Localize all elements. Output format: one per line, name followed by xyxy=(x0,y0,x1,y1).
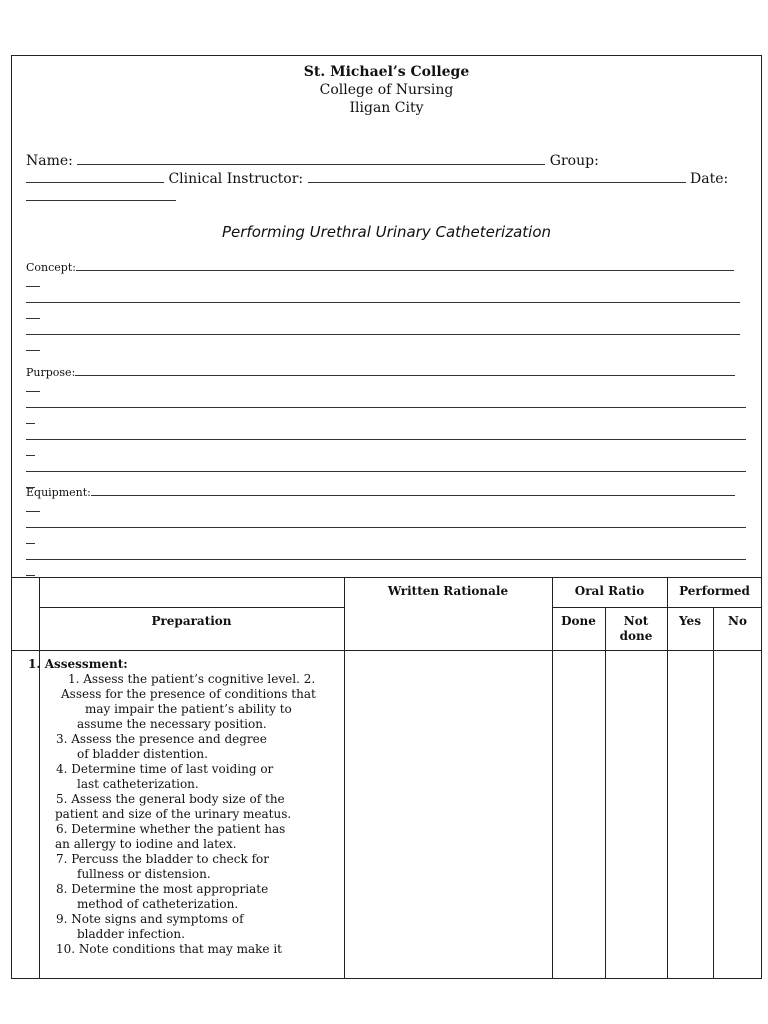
purpose-blank-line[interactable] xyxy=(26,396,746,408)
date-blank[interactable] xyxy=(26,189,176,201)
concept-label: Concept: xyxy=(26,261,76,274)
equipment-section xyxy=(26,484,748,580)
purpose-blank-line[interactable] xyxy=(26,380,40,392)
concept-blank-line[interactable] xyxy=(26,339,40,351)
concept-section xyxy=(26,259,748,355)
concept-blank-line[interactable] xyxy=(26,323,740,335)
concept-blank-line[interactable] xyxy=(26,291,740,303)
equipment-blank-line[interactable] xyxy=(26,516,746,528)
form-header xyxy=(12,63,761,117)
equipment-blank-line[interactable] xyxy=(91,484,735,496)
group-label: Group: xyxy=(549,153,599,169)
purpose-section xyxy=(26,364,748,492)
equipment-label: Equipment: xyxy=(26,486,91,499)
department-name: College of Nursing xyxy=(319,82,454,98)
concept-blank-line[interactable] xyxy=(76,259,734,271)
group-blank[interactable] xyxy=(26,171,164,183)
student-info-fields xyxy=(26,152,738,206)
assessment-number: 1. xyxy=(28,657,41,671)
assessment-line: 3. Assess the presence and degree xyxy=(56,732,267,746)
concept-blank-line[interactable] xyxy=(26,307,40,319)
assessment-line: 6. Determine whether the patient has xyxy=(56,822,286,836)
not-done-header xyxy=(605,614,667,644)
assessment-line: 1. Assess the patient’s cognitive level. 2. xyxy=(68,672,316,686)
date-label: Date: xyxy=(690,171,729,187)
assessment-line: 5. Assess the general body size of the xyxy=(56,792,285,806)
assessment-line: 8. Determine the most appropriate xyxy=(56,882,269,896)
assessment-line: assume the necessary position. xyxy=(77,717,267,731)
assessment-line: bladder infection. xyxy=(77,927,185,941)
assessment-line: an allergy to iodine and latex. xyxy=(55,837,237,851)
assessment-heading: Assessment: xyxy=(44,657,128,671)
checklist-table xyxy=(11,577,762,979)
equipment-blank-line[interactable] xyxy=(26,564,35,576)
instructor-label: Clinical Instructor: xyxy=(168,171,304,187)
not-done-line-1: Not xyxy=(623,614,649,628)
assessment-line: fullness or distension. xyxy=(77,867,211,881)
purpose-blank-line[interactable] xyxy=(26,444,35,456)
oral-ratio-header: Oral Ratio xyxy=(574,584,645,598)
preparation-header: Preparation xyxy=(151,614,232,628)
done-header: Done xyxy=(561,614,596,628)
assessment-line: 7. Percuss the bladder to check for xyxy=(56,852,269,866)
city-name: Iligan City xyxy=(349,100,424,116)
no-header: No xyxy=(728,614,747,628)
concept-blank-line[interactable] xyxy=(26,275,40,287)
purpose-blank-line[interactable] xyxy=(26,460,746,472)
not-done-line-2: done xyxy=(619,629,653,643)
name-label: Name: xyxy=(26,153,73,169)
college-name: St. Michael’s College xyxy=(303,64,470,80)
assessment-line: may impair the patient’s ability to xyxy=(85,702,292,716)
purpose-blank-line[interactable] xyxy=(26,428,746,440)
assessment-cell xyxy=(28,657,348,957)
assessment-line: Assess for the presence of conditions that xyxy=(61,687,316,701)
purpose-label: Purpose: xyxy=(26,366,76,379)
name-blank[interactable] xyxy=(77,153,545,165)
equipment-blank-line[interactable] xyxy=(26,548,746,560)
assessment-line: of bladder distention. xyxy=(77,747,208,761)
purpose-blank-line[interactable] xyxy=(75,364,735,376)
yes-header: Yes xyxy=(679,614,701,628)
procedure-title: Performing Urethral Urinary Catheterization xyxy=(221,223,552,241)
equipment-blank-line[interactable] xyxy=(26,532,35,544)
equipment-blank-line[interactable] xyxy=(26,500,40,512)
assessment-line: patient and size of the urinary meatus. xyxy=(55,807,292,821)
assessment-line: last catheterization. xyxy=(77,777,199,791)
assessment-line: 4. Determine time of last voiding or xyxy=(56,762,274,776)
instructor-blank[interactable] xyxy=(308,171,686,183)
written-rationale-header: Written Rationale xyxy=(387,584,509,598)
assessment-line: 9. Note signs and symptoms of xyxy=(56,912,244,926)
purpose-blank-line[interactable] xyxy=(26,412,35,424)
assessment-line: 10. Note conditions that may make it xyxy=(56,942,282,956)
performed-header: Performed xyxy=(679,584,750,598)
assessment-line: method of catheterization. xyxy=(77,897,239,911)
